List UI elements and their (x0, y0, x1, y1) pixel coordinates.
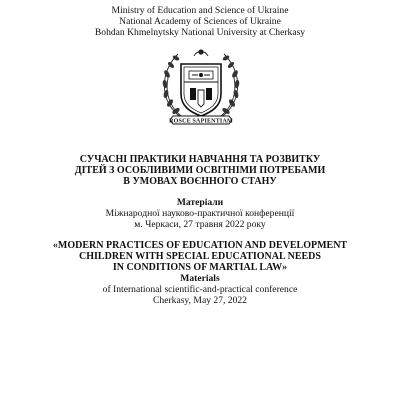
en-conference-line: of International scientific-and-practical conference (102, 284, 298, 295)
ua-title-line-1: СУЧАСНІ ПРАКТИКИ НАВЧАННЯ ТА РОЗВИТКУ (79, 154, 321, 165)
university-coat-of-arms-icon (156, 44, 246, 134)
ua-title-line-3: В УМОВАХ ВОЄННОГО СТАНУ (123, 176, 277, 187)
en-materials-label: Materials (180, 273, 220, 284)
ua-conference-line: Міжнародної науково-практичної конференції (105, 208, 295, 219)
en-title-line-1: «MODERN PRACTICES OF EDUCATION AND DEVELOPMENT (52, 240, 348, 251)
ua-date-line: м. Черкаси, 27 травня 2022 року (134, 219, 266, 230)
ua-title-line-2: ДІТЕЙ З ОСОБЛИВИМИ ОСВІТНІМИ ПОТРЕБАМИ (74, 165, 326, 176)
university-line: Bohdan Khmelnytsky National University at Cherkasy (94, 27, 306, 38)
en-date-line: Cherkasy, May 27, 2022 (153, 295, 247, 306)
en-title-line-3: IN CONDITIONS OF MARTIAL LAW» (112, 262, 288, 273)
emblem-motto: ROSCE SAPIENTIAM (169, 118, 233, 125)
academy-line: National Academy of Sciences of Ukraine (119, 16, 281, 27)
ministry-line: Ministry of Education and Science of Ukraine (111, 5, 289, 16)
en-title-line-2: CHILDREN WITH SPECIAL EDUCATIONAL NEEDS (79, 251, 321, 262)
ua-materials-label: Матеріали (176, 197, 224, 208)
